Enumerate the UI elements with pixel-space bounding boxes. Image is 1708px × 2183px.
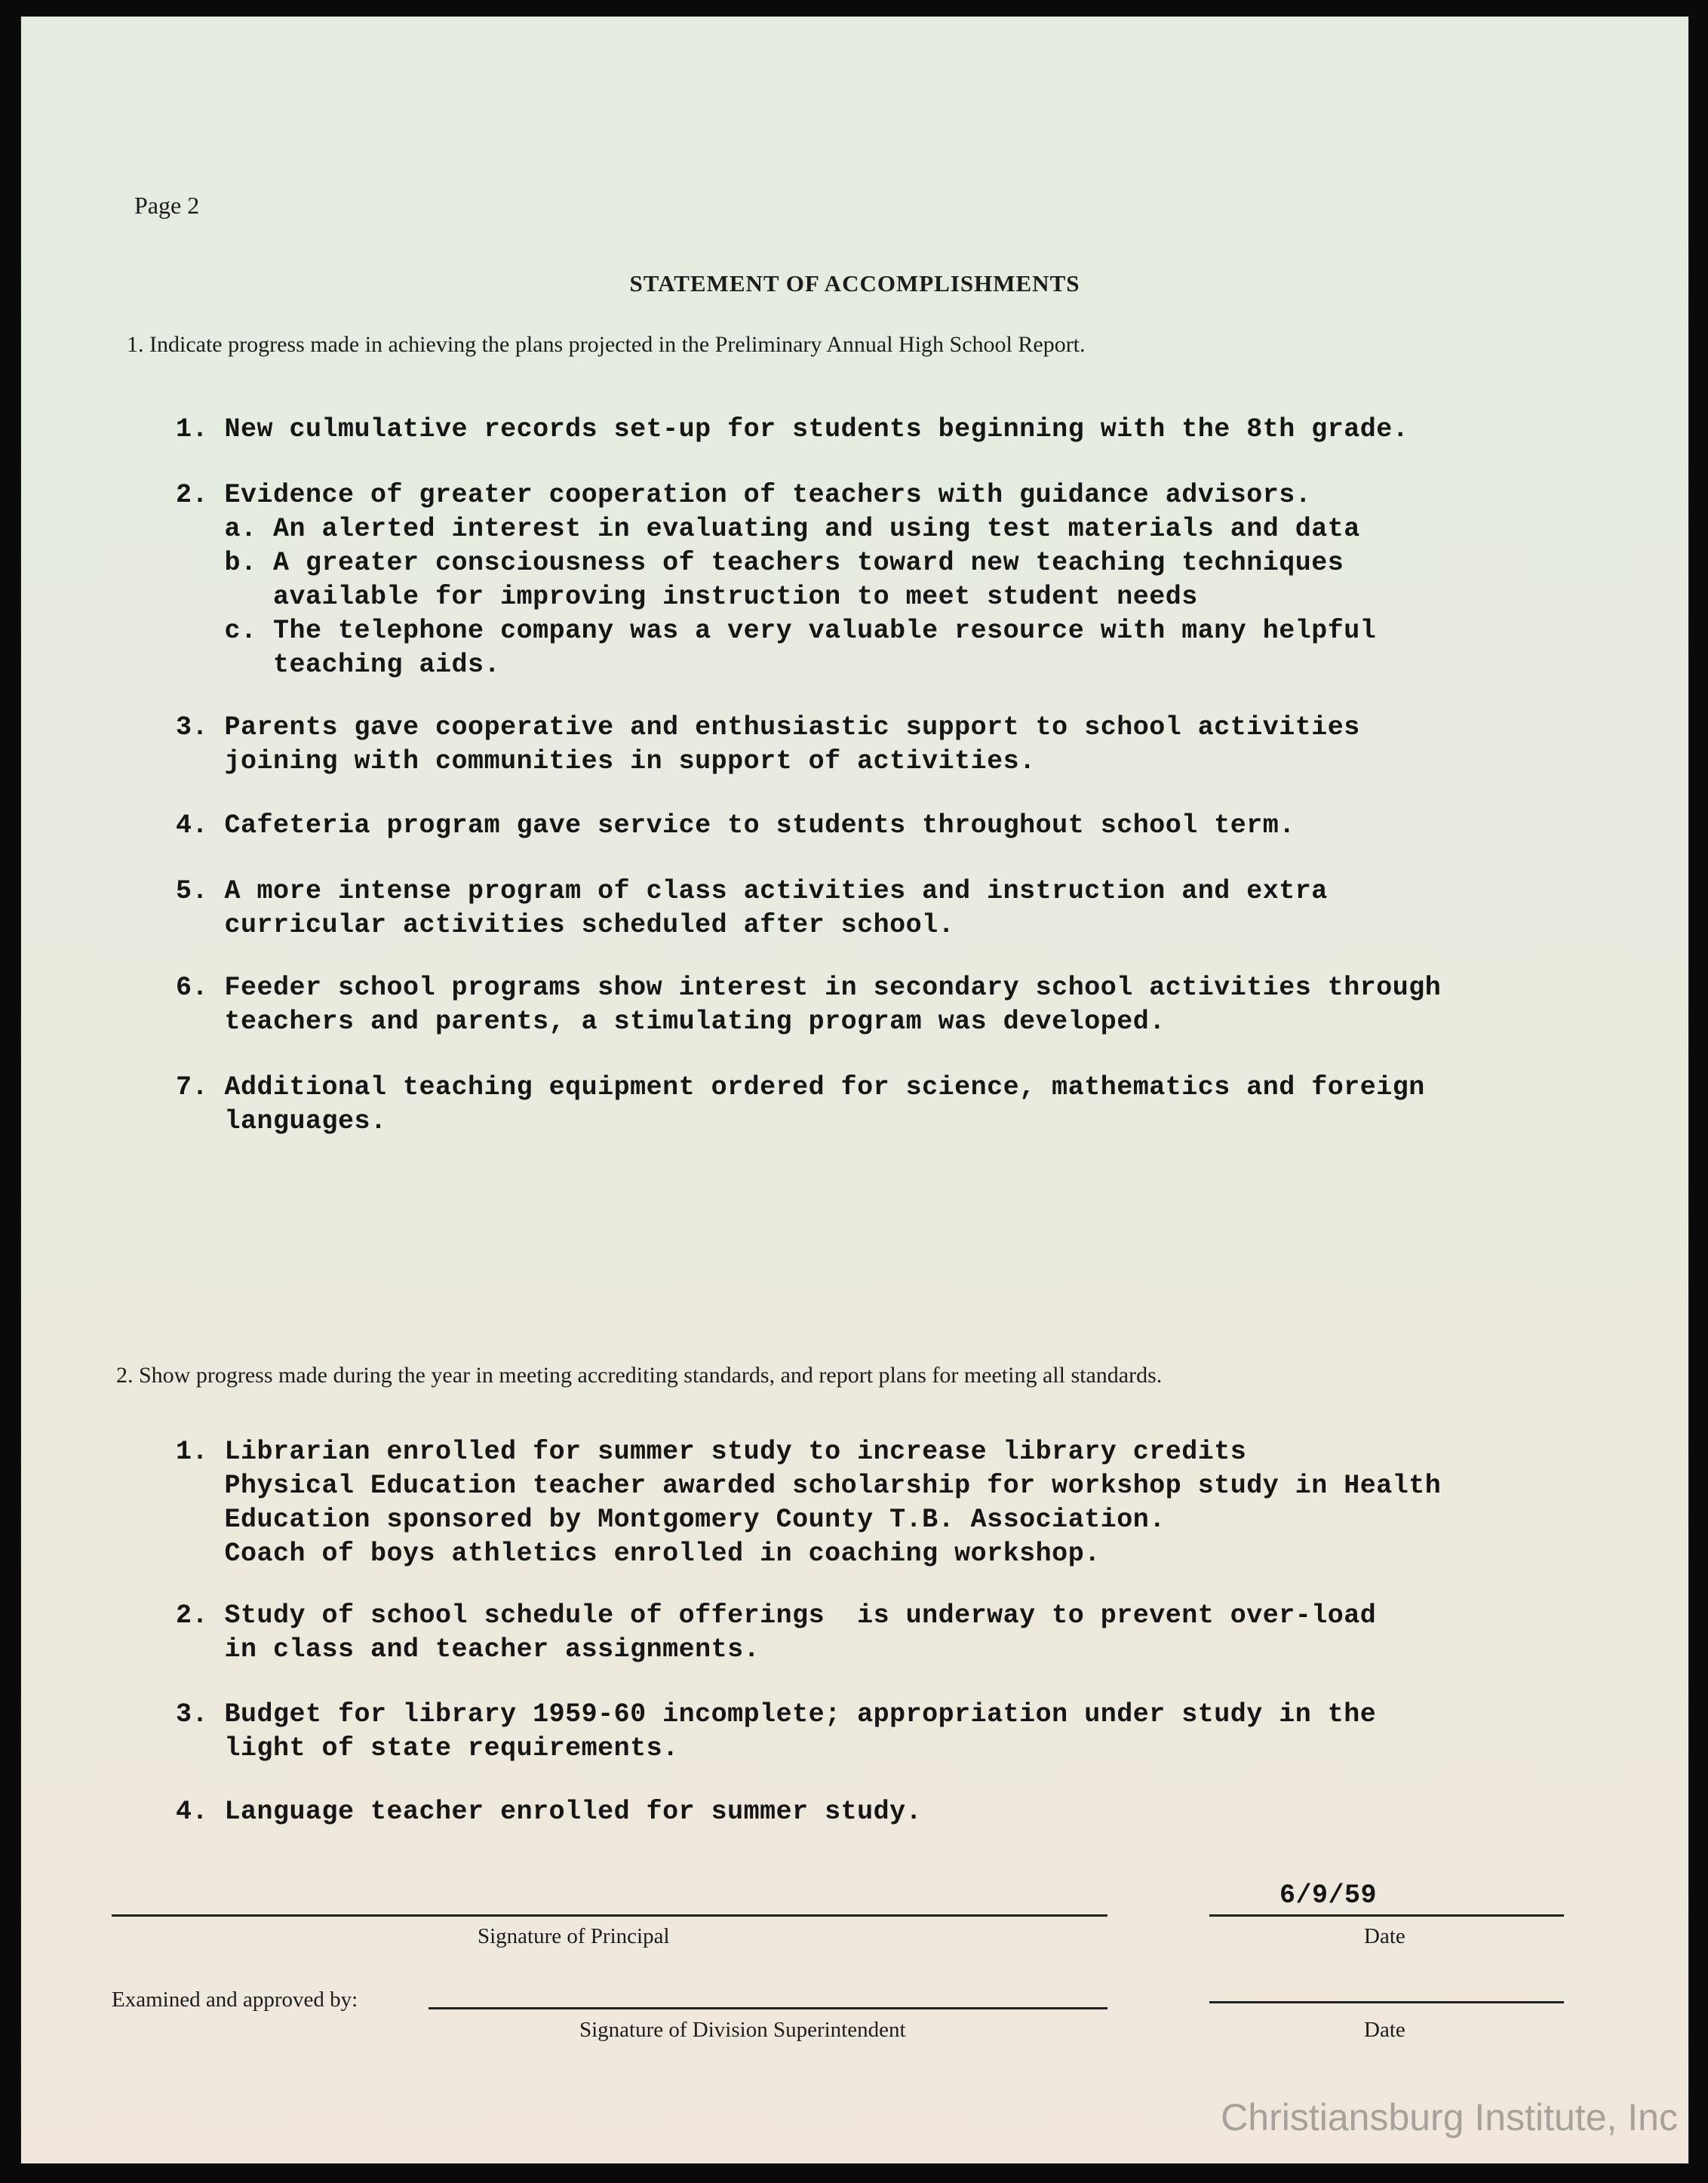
q2-line: light of state requirements.: [176, 1733, 679, 1763]
date-label: Date: [1364, 1924, 1405, 1948]
q2-line: Education sponsored by Montgomery County T.B. Association.: [176, 1505, 1166, 1535]
examined-approved-label: Examined and approved by:: [112, 1988, 358, 2012]
q1-line: curricular activities scheduled after school.: [176, 910, 955, 940]
question-2-prompt: 2. Show progress made during the year in meeting accrediting standards, and report plans for meeting all standards.: [116, 1363, 1163, 1388]
superintendent-signature-label: Signature of Division Superintendent: [579, 2018, 906, 2042]
date-line-2: [1209, 2001, 1564, 2003]
q1-line: c. The telephone company was a very valuable resource with many helpful: [176, 616, 1377, 646]
q1-line: languages.: [176, 1106, 387, 1136]
q2-line: Physical Education teacher awarded scholarship for workshop study in Health: [176, 1471, 1442, 1501]
q1-line: teachers and parents, a stimulating program was developed.: [176, 1007, 1166, 1037]
date-label-2: Date: [1364, 2018, 1405, 2042]
q1-line: teaching aids.: [176, 650, 501, 680]
q1-line: 5. A more intense program of class activities and instruction and extra: [176, 876, 1328, 906]
q2-line: Coach of boys athletics enrolled in coaching workshop.: [176, 1539, 1101, 1569]
q1-line: 1. New culmulative records set-up for students beginning with the 8th grade.: [176, 414, 1409, 444]
watermark: Christiansburg Institute, Inc: [1221, 2096, 1678, 2138]
document-page: [21, 17, 1688, 2163]
q2-line: 3. Budget for library 1959-60 incomplete; appropriation under study in the: [176, 1699, 1377, 1729]
q2-line: in class and teacher assignments.: [176, 1634, 760, 1665]
q1-line: 3. Parents gave cooperative and enthusiastic support to school activities: [176, 712, 1360, 743]
q2-line: 1. Librarian enrolled for summer study to increase library credits: [176, 1437, 1247, 1467]
q1-line: joining with communities in support of activities.: [176, 746, 1036, 776]
question-1-prompt: 1. Indicate progress made in achieving the plans projected in the Preliminary Annual High School Report.: [127, 332, 1086, 357]
date-value: 6/9/59: [1279, 1880, 1378, 1911]
superintendent-signature-line: [429, 2007, 1107, 2009]
q1-line: a. An alerted interest in evaluating and using test materials and data: [176, 514, 1360, 544]
q2-line: 4. Language teacher enrolled for summer study.: [176, 1797, 923, 1827]
q1-line: b. A greater consciousness of teachers toward new teaching techniques: [176, 548, 1344, 578]
q2-line: 2. Study of school schedule of offerings is underway to prevent over-load: [176, 1600, 1377, 1631]
q1-line: 6. Feeder school programs show interest in secondary school activities through: [176, 973, 1442, 1003]
date-line: [1209, 1914, 1564, 1917]
q1-line: 4. Cafeteria program gave service to students throughout school term.: [176, 810, 1295, 841]
principal-signature-label: Signature of Principal: [478, 1924, 670, 1948]
q1-line: available for improving instruction to meet student needs: [176, 582, 1198, 612]
page-number: Page 2: [134, 192, 200, 219]
q1-line: 2. Evidence of greater cooperation of teachers with guidance advisors.: [176, 480, 1312, 510]
principal-signature-line: [112, 1914, 1107, 1917]
page-title: STATEMENT OF ACCOMPLISHMENTS: [629, 270, 1080, 297]
q1-line: 7. Additional teaching equipment ordered for science, mathematics and foreign: [176, 1072, 1425, 1102]
